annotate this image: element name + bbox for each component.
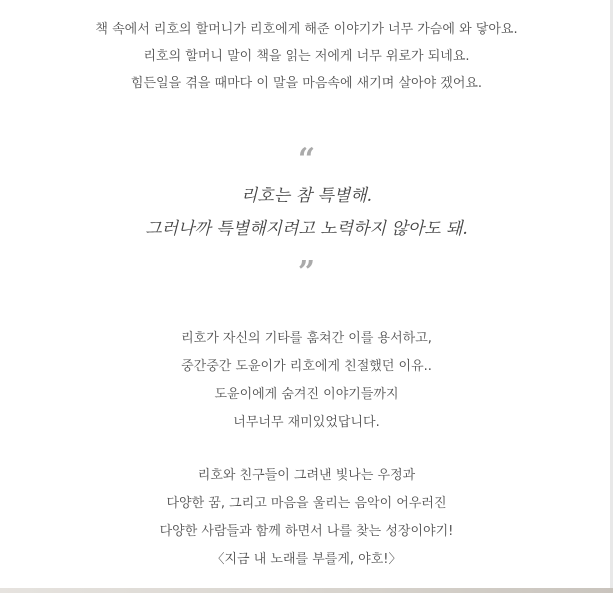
intro-paragraph	[0, 16, 613, 97]
review-line: 너무너무 재미있었답니다.	[233, 415, 380, 430]
intro-line: 책 속에서 리호의 할머니가 리호에게 해준 이야기가 너무 가슴에 와 닿아요.	[95, 22, 518, 37]
review-line: 다양한 사람들과 함께 하면서 나를 찾는 성장이야기!	[159, 524, 454, 539]
quote-line: 리호는 참 특별해.	[240, 186, 373, 206]
intro-line: 힘든일을 겪을 때마다 이 말을 마음속에 새기며 살아야 겠어요.	[130, 76, 483, 91]
review-paragraph-1	[0, 325, 613, 437]
highlight-quote	[0, 180, 613, 246]
intro-line: 리호의 할머니 말이 책을 읽는 저에게 너무 위로가 되네요.	[143, 49, 470, 64]
book-title-line: 〈지금 내 노래를 부를게, 야호!〉	[211, 552, 402, 567]
review-line: 다양한 꿈, 그리고 마음을 울리는 음악이 어우러진	[166, 496, 447, 511]
review-line: 리호와 친구들이 그려낸 빛나는 우정과	[197, 468, 416, 483]
review-line: 도윤이에게 숨겨진 이야기들까지	[214, 387, 399, 402]
open-quote-icon: “	[297, 142, 316, 177]
quote-line: 그러나까 특별해지려고 노력하지 않아도 돼.	[145, 219, 468, 239]
close-quote-icon: ”	[297, 255, 316, 290]
review-line: 중간중간 도윤이가 리호에게 친절했던 이유..	[181, 359, 432, 374]
review-paragraph-2	[0, 462, 613, 574]
review-line: 리호가 자신의 기타를 훔쳐간 이를 용서하고,	[181, 331, 432, 346]
bottom-image-strip	[0, 588, 613, 593]
